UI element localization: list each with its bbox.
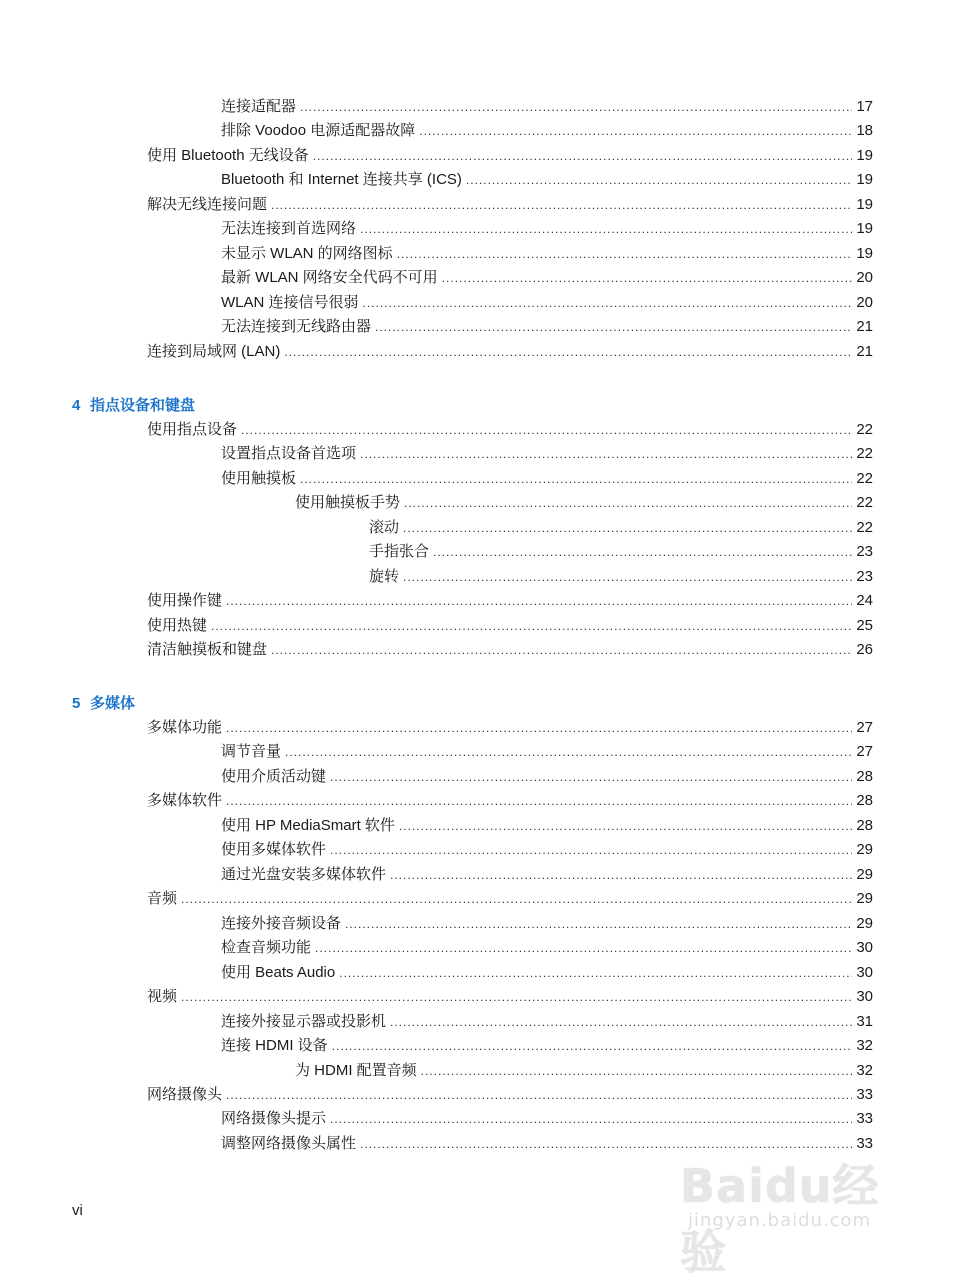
toc-entry-label: 音频 xyxy=(147,890,178,907)
toc-entry[interactable] xyxy=(295,1061,873,1081)
toc-entry[interactable] xyxy=(147,591,873,611)
toc-entry-label: 连接外接音频设备 xyxy=(221,915,342,932)
toc-entry[interactable] xyxy=(221,170,873,190)
toc-entry-label: 调节音量 xyxy=(221,743,282,760)
toc-entry[interactable] xyxy=(221,219,873,239)
toc-entry-page: 24 xyxy=(856,592,873,609)
leader-dots xyxy=(433,542,852,562)
toc-entry[interactable] xyxy=(221,469,873,489)
toc-entry-label: WLAN 连接信号很弱 xyxy=(221,294,359,311)
chapter-title: 指点设备和键盘 xyxy=(90,397,196,414)
leader-dots xyxy=(332,1036,853,1056)
leader-dots xyxy=(300,97,852,117)
toc-entry-page: 28 xyxy=(856,817,873,834)
toc-entry[interactable] xyxy=(147,640,873,660)
toc-entry[interactable] xyxy=(147,718,873,738)
toc-entry-page: 18 xyxy=(856,122,873,139)
toc-entry[interactable] xyxy=(147,987,873,1007)
toc-entry[interactable] xyxy=(221,914,873,934)
leader-dots xyxy=(360,444,852,464)
toc-entry-label: Bluetooth 和 Internet 连接共享 (ICS) xyxy=(221,171,462,188)
leader-dots xyxy=(271,640,852,660)
toc-entry-label: 使用介质活动键 xyxy=(221,768,327,785)
toc-entry[interactable] xyxy=(221,938,873,958)
toc-entry[interactable] xyxy=(147,616,873,636)
toc-entry-label: 检查音频功能 xyxy=(221,939,312,956)
leader-dots xyxy=(330,840,852,860)
leader-dots xyxy=(397,244,853,264)
toc-entry[interactable] xyxy=(221,1012,873,1032)
toc-entry-page: 28 xyxy=(856,792,873,809)
toc-entry-page: 31 xyxy=(856,1013,873,1030)
toc-entry-page: 27 xyxy=(856,719,873,736)
toc-entry[interactable] xyxy=(221,317,873,337)
toc-entry[interactable] xyxy=(369,518,873,538)
leader-dots xyxy=(403,518,852,538)
toc-entry-label: 解决无线连接问题 xyxy=(147,196,268,213)
toc-entry-page: 20 xyxy=(856,294,873,311)
toc-entry[interactable] xyxy=(221,840,873,860)
toc-entry-label: 使用操作键 xyxy=(147,592,223,609)
toc-entry[interactable] xyxy=(147,889,873,909)
leader-dots xyxy=(390,865,852,885)
toc-entry-label: 调整网络摄像头属性 xyxy=(221,1135,357,1152)
leader-dots xyxy=(226,591,852,611)
chapter-number: 4 xyxy=(72,397,81,414)
leader-dots xyxy=(181,889,852,909)
toc-entry-label: 为 HDMI 配置音频 xyxy=(295,1062,417,1079)
chapter-number: 5 xyxy=(72,695,81,712)
toc-entry-label: 多媒体功能 xyxy=(147,719,223,736)
leader-dots xyxy=(226,1085,852,1105)
toc-entry[interactable] xyxy=(295,493,873,513)
toc-entry-page: 19 xyxy=(856,196,873,213)
toc-entry[interactable] xyxy=(147,791,873,811)
leader-dots xyxy=(466,170,852,190)
leader-dots xyxy=(404,493,852,513)
toc-entry-label: 使用 Beats Audio xyxy=(221,964,336,981)
toc-entry-label: 无法连接到首选网络 xyxy=(221,220,357,237)
watermark xyxy=(680,1150,910,1279)
leader-dots xyxy=(211,616,852,636)
toc-entry-label: 连接到局域网 (LAN) xyxy=(147,343,281,360)
toc-entry-label: 最新 WLAN 网络安全代码不可用 xyxy=(221,269,438,286)
toc-entry[interactable] xyxy=(147,146,873,166)
toc-entry[interactable] xyxy=(369,542,873,562)
toc-entry-page: 33 xyxy=(856,1110,873,1127)
toc-entry-label: 通过光盘安装多媒体软件 xyxy=(221,866,387,883)
page-number: vi xyxy=(72,1202,83,1219)
leader-dots xyxy=(403,567,852,587)
toc-entry-label: 网络摄像头 xyxy=(147,1086,223,1103)
toc-entry-page: 20 xyxy=(856,269,873,286)
toc-entry-label: 使用多媒体软件 xyxy=(221,841,327,858)
leader-dots xyxy=(315,938,852,958)
toc-entry-page: 22 xyxy=(856,421,873,438)
toc-entry[interactable] xyxy=(221,444,873,464)
watermark-url: jingyan.baidu.com xyxy=(688,1210,872,1231)
toc-entry-label: 使用 HP MediaSmart 软件 xyxy=(221,817,395,834)
leader-dots xyxy=(226,791,852,811)
leader-dots xyxy=(345,914,852,934)
toc-entry[interactable] xyxy=(221,1036,873,1056)
toc-entry[interactable] xyxy=(221,767,873,787)
toc-entry-page: 29 xyxy=(856,890,873,907)
leader-dots xyxy=(390,1012,852,1032)
toc-entry-page: 29 xyxy=(856,915,873,932)
leader-dots xyxy=(421,1061,853,1081)
leader-dots xyxy=(313,146,853,166)
leader-dots xyxy=(271,195,852,215)
toc-entry[interactable] xyxy=(221,121,873,141)
toc-entry-page: 30 xyxy=(856,988,873,1005)
toc-entry-label: 旋转 xyxy=(369,568,400,585)
toc-entry-page: 21 xyxy=(856,318,873,335)
toc-entry[interactable] xyxy=(221,293,873,313)
toc-entry-page: 25 xyxy=(856,617,873,634)
leader-dots xyxy=(300,469,852,489)
leader-dots xyxy=(181,987,852,1007)
toc-entry-label: 未显示 WLAN 的网络图标 xyxy=(221,245,393,262)
toc-entry[interactable] xyxy=(221,816,873,836)
toc-entry-label: 多媒体软件 xyxy=(147,792,223,809)
toc-entry[interactable] xyxy=(221,268,873,288)
toc-entry-label: 连接外接显示器或投影机 xyxy=(221,1013,387,1030)
toc-entry-page: 27 xyxy=(856,743,873,760)
toc-entry-label: 滚动 xyxy=(369,519,400,536)
toc-entry[interactable] xyxy=(221,1109,873,1129)
toc-entry-page: 32 xyxy=(856,1062,873,1079)
toc-entry[interactable] xyxy=(221,742,873,762)
toc-entry-page: 33 xyxy=(856,1086,873,1103)
toc-entry-label: 清洁触摸板和键盘 xyxy=(147,641,268,658)
chapter-title: 多媒体 xyxy=(90,695,136,712)
toc-entry-page: 22 xyxy=(856,445,873,462)
toc-entry-page: 23 xyxy=(856,568,873,585)
leader-dots xyxy=(226,718,852,738)
toc-entry-page: 19 xyxy=(856,245,873,262)
leader-dots xyxy=(339,963,852,983)
toc-entry-page: 22 xyxy=(856,494,873,511)
toc-entry-page: 17 xyxy=(856,98,873,115)
toc-entry-label: 使用 Bluetooth 无线设备 xyxy=(147,147,309,164)
leader-dots xyxy=(330,1109,852,1129)
toc-entry-page: 30 xyxy=(856,939,873,956)
toc-entry-page: 19 xyxy=(856,171,873,188)
leader-dots xyxy=(399,816,852,836)
toc-entry[interactable] xyxy=(147,342,873,362)
toc-entry-label: 使用热键 xyxy=(147,617,208,634)
leader-dots xyxy=(419,121,852,141)
toc-entry[interactable] xyxy=(147,420,873,440)
toc-entry-page: 22 xyxy=(856,470,873,487)
toc-entry-page: 33 xyxy=(856,1135,873,1152)
toc-entry[interactable] xyxy=(221,97,873,117)
toc-entry-label: 无法连接到无线路由器 xyxy=(221,318,372,335)
toc-entry-page: 29 xyxy=(856,866,873,883)
toc-entry[interactable] xyxy=(369,567,873,587)
toc-entry-label: 使用指点设备 xyxy=(147,421,238,438)
toc-entry-label: 连接适配器 xyxy=(221,98,297,115)
toc-entry-label: 排除 Voodoo 电源适配器故障 xyxy=(221,122,416,139)
toc-entry-label: 手指张合 xyxy=(369,543,430,560)
leader-dots xyxy=(284,342,852,362)
toc-entry-page: 19 xyxy=(856,220,873,237)
toc-entry-label: 网络摄像头提示 xyxy=(221,1110,327,1127)
toc-entry-page: 26 xyxy=(856,641,873,658)
toc-entry-label: 视频 xyxy=(147,988,178,1005)
toc-entry-page: 30 xyxy=(856,964,873,981)
toc-entry[interactable] xyxy=(221,963,873,983)
leader-dots xyxy=(360,219,852,239)
leader-dots xyxy=(285,742,852,762)
toc-entry-page: 21 xyxy=(856,343,873,360)
toc-entry-page: 23 xyxy=(856,543,873,560)
toc-entry-page: 32 xyxy=(856,1037,873,1054)
toc-entry[interactable] xyxy=(221,865,873,885)
toc-entry-label: 使用触摸板手势 xyxy=(295,494,401,511)
leader-dots xyxy=(363,293,853,313)
chapter-heading[interactable] xyxy=(72,396,195,416)
toc-entry-page: 19 xyxy=(856,147,873,164)
toc-entry-page: 22 xyxy=(856,519,873,536)
leader-dots xyxy=(330,767,852,787)
toc-entry[interactable] xyxy=(147,195,873,215)
leader-dots xyxy=(442,268,853,288)
chapter-heading[interactable] xyxy=(72,694,135,714)
toc-entry[interactable] xyxy=(147,1085,873,1105)
toc-entry-page: 28 xyxy=(856,768,873,785)
toc-entry-label: 连接 HDMI 设备 xyxy=(221,1037,328,1054)
toc-entry-label: 设置指点设备首选项 xyxy=(221,445,357,462)
toc-entry-label: 使用触摸板 xyxy=(221,470,297,487)
toc-entry-page: 29 xyxy=(856,841,873,858)
toc-entry[interactable] xyxy=(221,244,873,264)
watermark-brand: Baidu经验 xyxy=(680,1159,880,1279)
leader-dots xyxy=(241,420,852,440)
leader-dots xyxy=(375,317,852,337)
